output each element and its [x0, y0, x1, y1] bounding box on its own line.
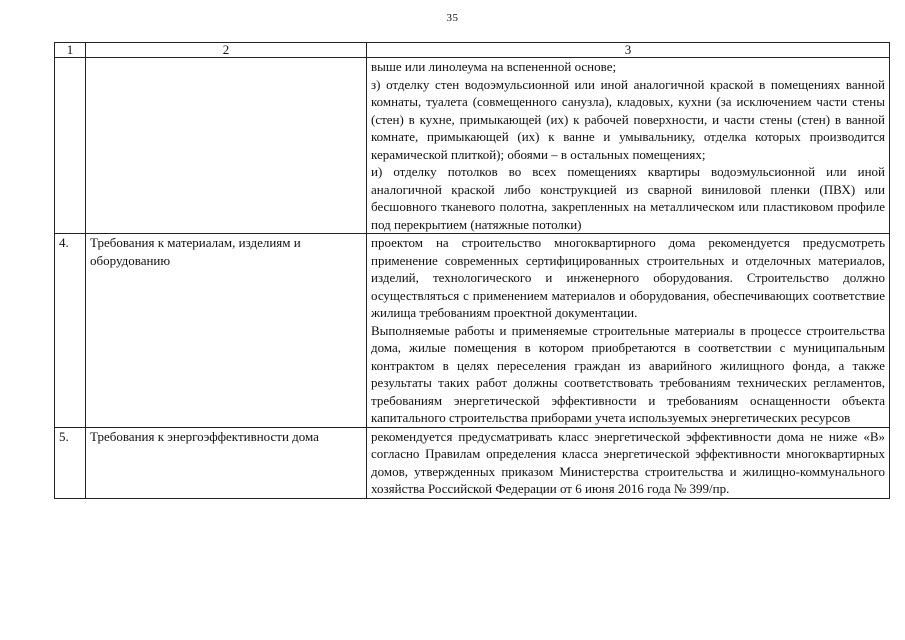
row-number: [55, 58, 86, 234]
requirement-name: Требования к материалам, изделиям и оборудованию: [86, 234, 367, 428]
table-header-row: [55, 43, 890, 58]
requirement-description: [367, 427, 890, 498]
description-paragraph: Выполняемые работы и применяемые строительные материалы в процессе строительства дома, жилые помещения в котором приобретаются в соответствии с муниципальным контрактом в целях переселения граждан из аварийного жилищного фонда, а также результаты таких работ должны соответствовать требованиям технических регламентов, требованиям энергетической эффективности и требованиям оснащенности объекта капитального строительства приборами учета используемых энергетических ресурсов: [371, 322, 885, 425]
column-header-3: 3: [367, 43, 890, 58]
row-number: 4.: [55, 234, 86, 428]
table-row: [55, 427, 890, 498]
requirement-description: [367, 58, 890, 234]
row-number: 5.: [55, 427, 86, 498]
table-row: [55, 234, 890, 428]
column-header-2: 2: [86, 43, 367, 58]
requirements-table: [54, 42, 890, 499]
description-paragraph: выше или линолеума на вспененной основе;: [371, 59, 617, 74]
description-paragraph: з) отделку стен водоэмульсионной или иной аналогичной краской в помещениях ванной комнаты, туалета (совмещенного санузла), кладовых, кухни (за исключением части стены (стен) в кухне, примыкающей (их) к рабочей поверхности, и части стены (стен) в ванной комнате, примыкающей (их) к ванне и умывальнику, отделка которых производится керамической плиткой); обоями – в остальных помещениях;: [371, 76, 885, 162]
table-row: [55, 58, 890, 234]
description-paragraph: проектом на строительство многоквартирного дома рекомендуется предусмотреть применение современных сертифицированных строительных и отделочных материалов, изделий, технологического и инженерного оборудования. Строительство должно осуществляться с применением материалов и оборудования, обеспечивающих соответствие жилища требованиям проектной документации.: [371, 235, 885, 320]
requirement-name: [86, 58, 367, 234]
column-header-1: 1: [55, 43, 86, 58]
description-paragraph: и) отделку потолков во всех помещениях квартиры водоэмульсионной или иной аналогичной краской либо конструкцией из сварной виниловой пленки (ПВХ) или бесшовного тканевого полотна, закрепленных на металлическом или пластиковом профиле под перекрытием (натяжные потолки): [371, 164, 885, 232]
page-number: 35: [446, 12, 459, 24]
requirement-name: Требования к энергоэффективности дома: [86, 427, 367, 498]
description-paragraph: рекомендуется предусматривать класс энергетической эффективности дома не ниже «В» согласно Правилам определения класса энергетической эффективности многоквартирных домов, утвержденных приказом Министерства строительства и жилищно-коммунального хозяйства Российской Федерации от 6 июня 2016 года № 399/пр.: [371, 428, 885, 496]
requirement-description: [367, 234, 890, 428]
